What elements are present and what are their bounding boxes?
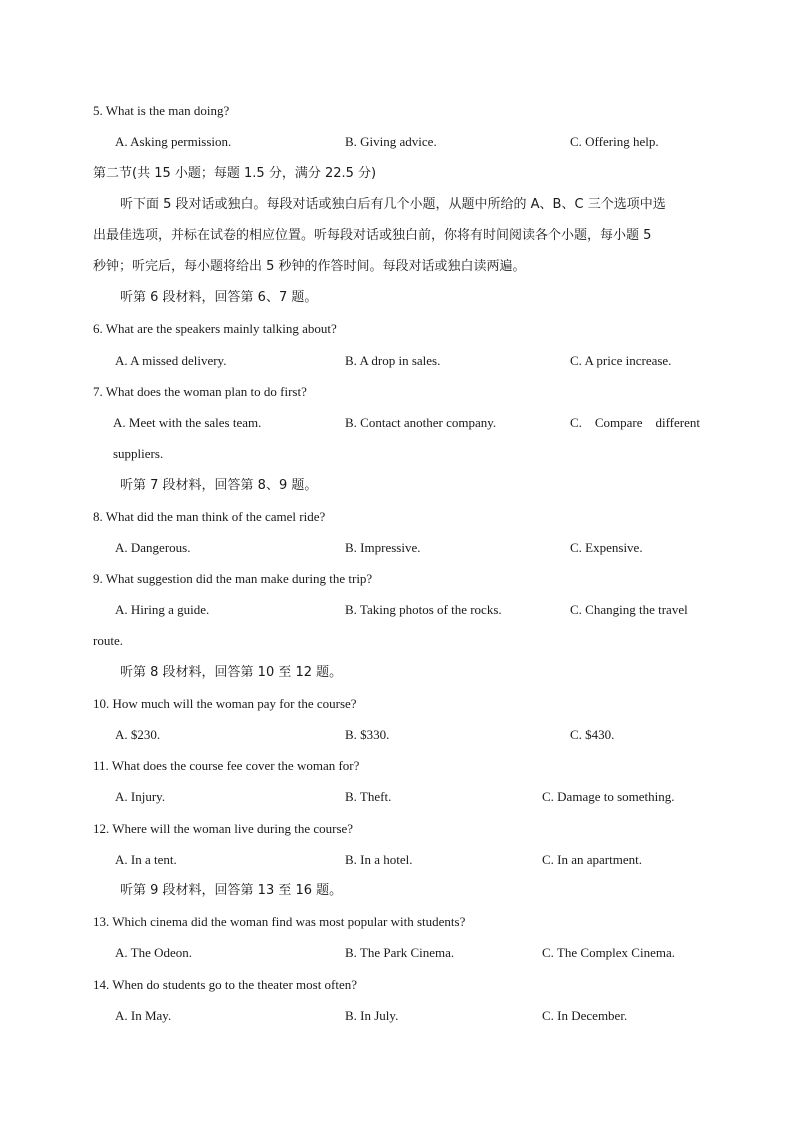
- question-14-option-c: C. In December.: [542, 1008, 628, 1023]
- question-12-option-b: B. In a hotel.: [345, 852, 413, 867]
- question-14-option-a: A. In May.: [115, 1008, 172, 1023]
- question-7-option-a: A. Meet with the sales team.: [113, 415, 262, 430]
- question-11-option-b: B. Theft.: [345, 789, 392, 804]
- question-7-stem: 7. What does the woman plan to do first?: [93, 384, 307, 399]
- question-8-stem: 8. What did the man think of the camel ride?: [93, 509, 326, 524]
- question-8-option-c: C. Expensive.: [570, 540, 643, 555]
- material-6-heading: 听第 6 段材料，回答第 6、7 题。: [120, 290, 318, 305]
- question-7-option-b: B. Contact another company.: [345, 415, 497, 430]
- question-7-option-c-word-2: different: [655, 415, 700, 430]
- question-5-option-c: C. Offering help.: [570, 134, 659, 149]
- question-9-option-c-wrap: route.: [93, 633, 123, 648]
- question-6-option-c: C. A price increase.: [570, 353, 672, 368]
- question-10-option-c: C. $430.: [570, 727, 615, 742]
- question-8-option-b: B. Impressive.: [345, 540, 421, 555]
- question-10-stem: 10. How much will the woman pay for the course?: [93, 696, 357, 711]
- question-9-option-b: B. Taking photos of the rocks.: [345, 602, 502, 617]
- question-13-option-c: C. The Complex Cinema.: [542, 945, 675, 960]
- question-11-option-c: C. Damage to something.: [542, 789, 675, 804]
- question-9-stem: 9. What suggestion did the man make during the trip?: [93, 571, 373, 586]
- question-12-option-a: A. In a tent.: [115, 852, 177, 867]
- question-12-stem: 12. Where will the woman live during the course?: [93, 821, 354, 836]
- question-9-option-a: A. Hiring a guide.: [115, 602, 210, 617]
- material-8-heading: 听第 8 段材料，回答第 10 至 12 题。: [120, 665, 343, 680]
- section-2-instruction-line-3: 秒钟；听完后，每小题将给出 5 秒钟的作答时间。每段对话或独白读两遍。: [93, 259, 526, 274]
- question-9-option-c: C. Changing the travel: [570, 602, 688, 617]
- section-2-instruction-line-1: 听下面 5 段对话或独白。每段对话或独白后有几个小题，从题中所给的 A、B、C 三个选项中选: [120, 197, 666, 212]
- question-6-option-b: B. A drop in sales.: [345, 353, 441, 368]
- question-6-stem: 6. What are the speakers mainly talking about?: [93, 321, 337, 336]
- section-2-title: 第二节(共 15 小题；每题 1.5 分，满分 22.5 分): [93, 166, 377, 181]
- question-7-option-c-wrap: suppliers.: [113, 446, 164, 461]
- question-10-option-a: A. $230.: [115, 727, 161, 742]
- question-5-option-a: A. Asking permission.: [115, 134, 232, 149]
- section-2-instruction-line-2: 出最佳选项，并标在试卷的相应位置。听每段对话或独白前，你将有时间阅读各个小题，每小题 5: [93, 228, 652, 243]
- question-7-option-c-letter: C.: [570, 415, 582, 430]
- material-7-heading: 听第 7 段材料，回答第 8、9 题。: [120, 478, 318, 493]
- question-14-option-b: B. In July.: [345, 1008, 399, 1023]
- question-7-option-c: [570, 415, 700, 431]
- material-9-heading: 听第 9 段材料，回答第 13 至 16 题。: [120, 883, 343, 898]
- question-11-stem: 11. What does the course fee cover the woman for?: [93, 758, 360, 773]
- question-6-option-a: A. A missed delivery.: [115, 353, 227, 368]
- question-14-stem: 14. When do students go to the theater most often?: [93, 977, 358, 992]
- question-8-option-a: A. Dangerous.: [115, 540, 191, 555]
- question-7-option-c-word-1: Compare: [594, 415, 643, 430]
- question-13-option-a: A. The Odeon.: [115, 945, 193, 960]
- question-10-option-b: B. $330.: [345, 727, 390, 742]
- question-5-option-b: B. Giving advice.: [345, 134, 437, 149]
- question-13-stem: 13. Which cinema did the woman find was most popular with students?: [93, 914, 466, 929]
- question-5-stem: 5. What is the man doing?: [93, 103, 230, 118]
- question-13-option-b: B. The Park Cinema.: [345, 945, 455, 960]
- question-11-option-a: A. Injury.: [115, 789, 166, 804]
- question-12-option-c: C. In an apartment.: [542, 852, 642, 867]
